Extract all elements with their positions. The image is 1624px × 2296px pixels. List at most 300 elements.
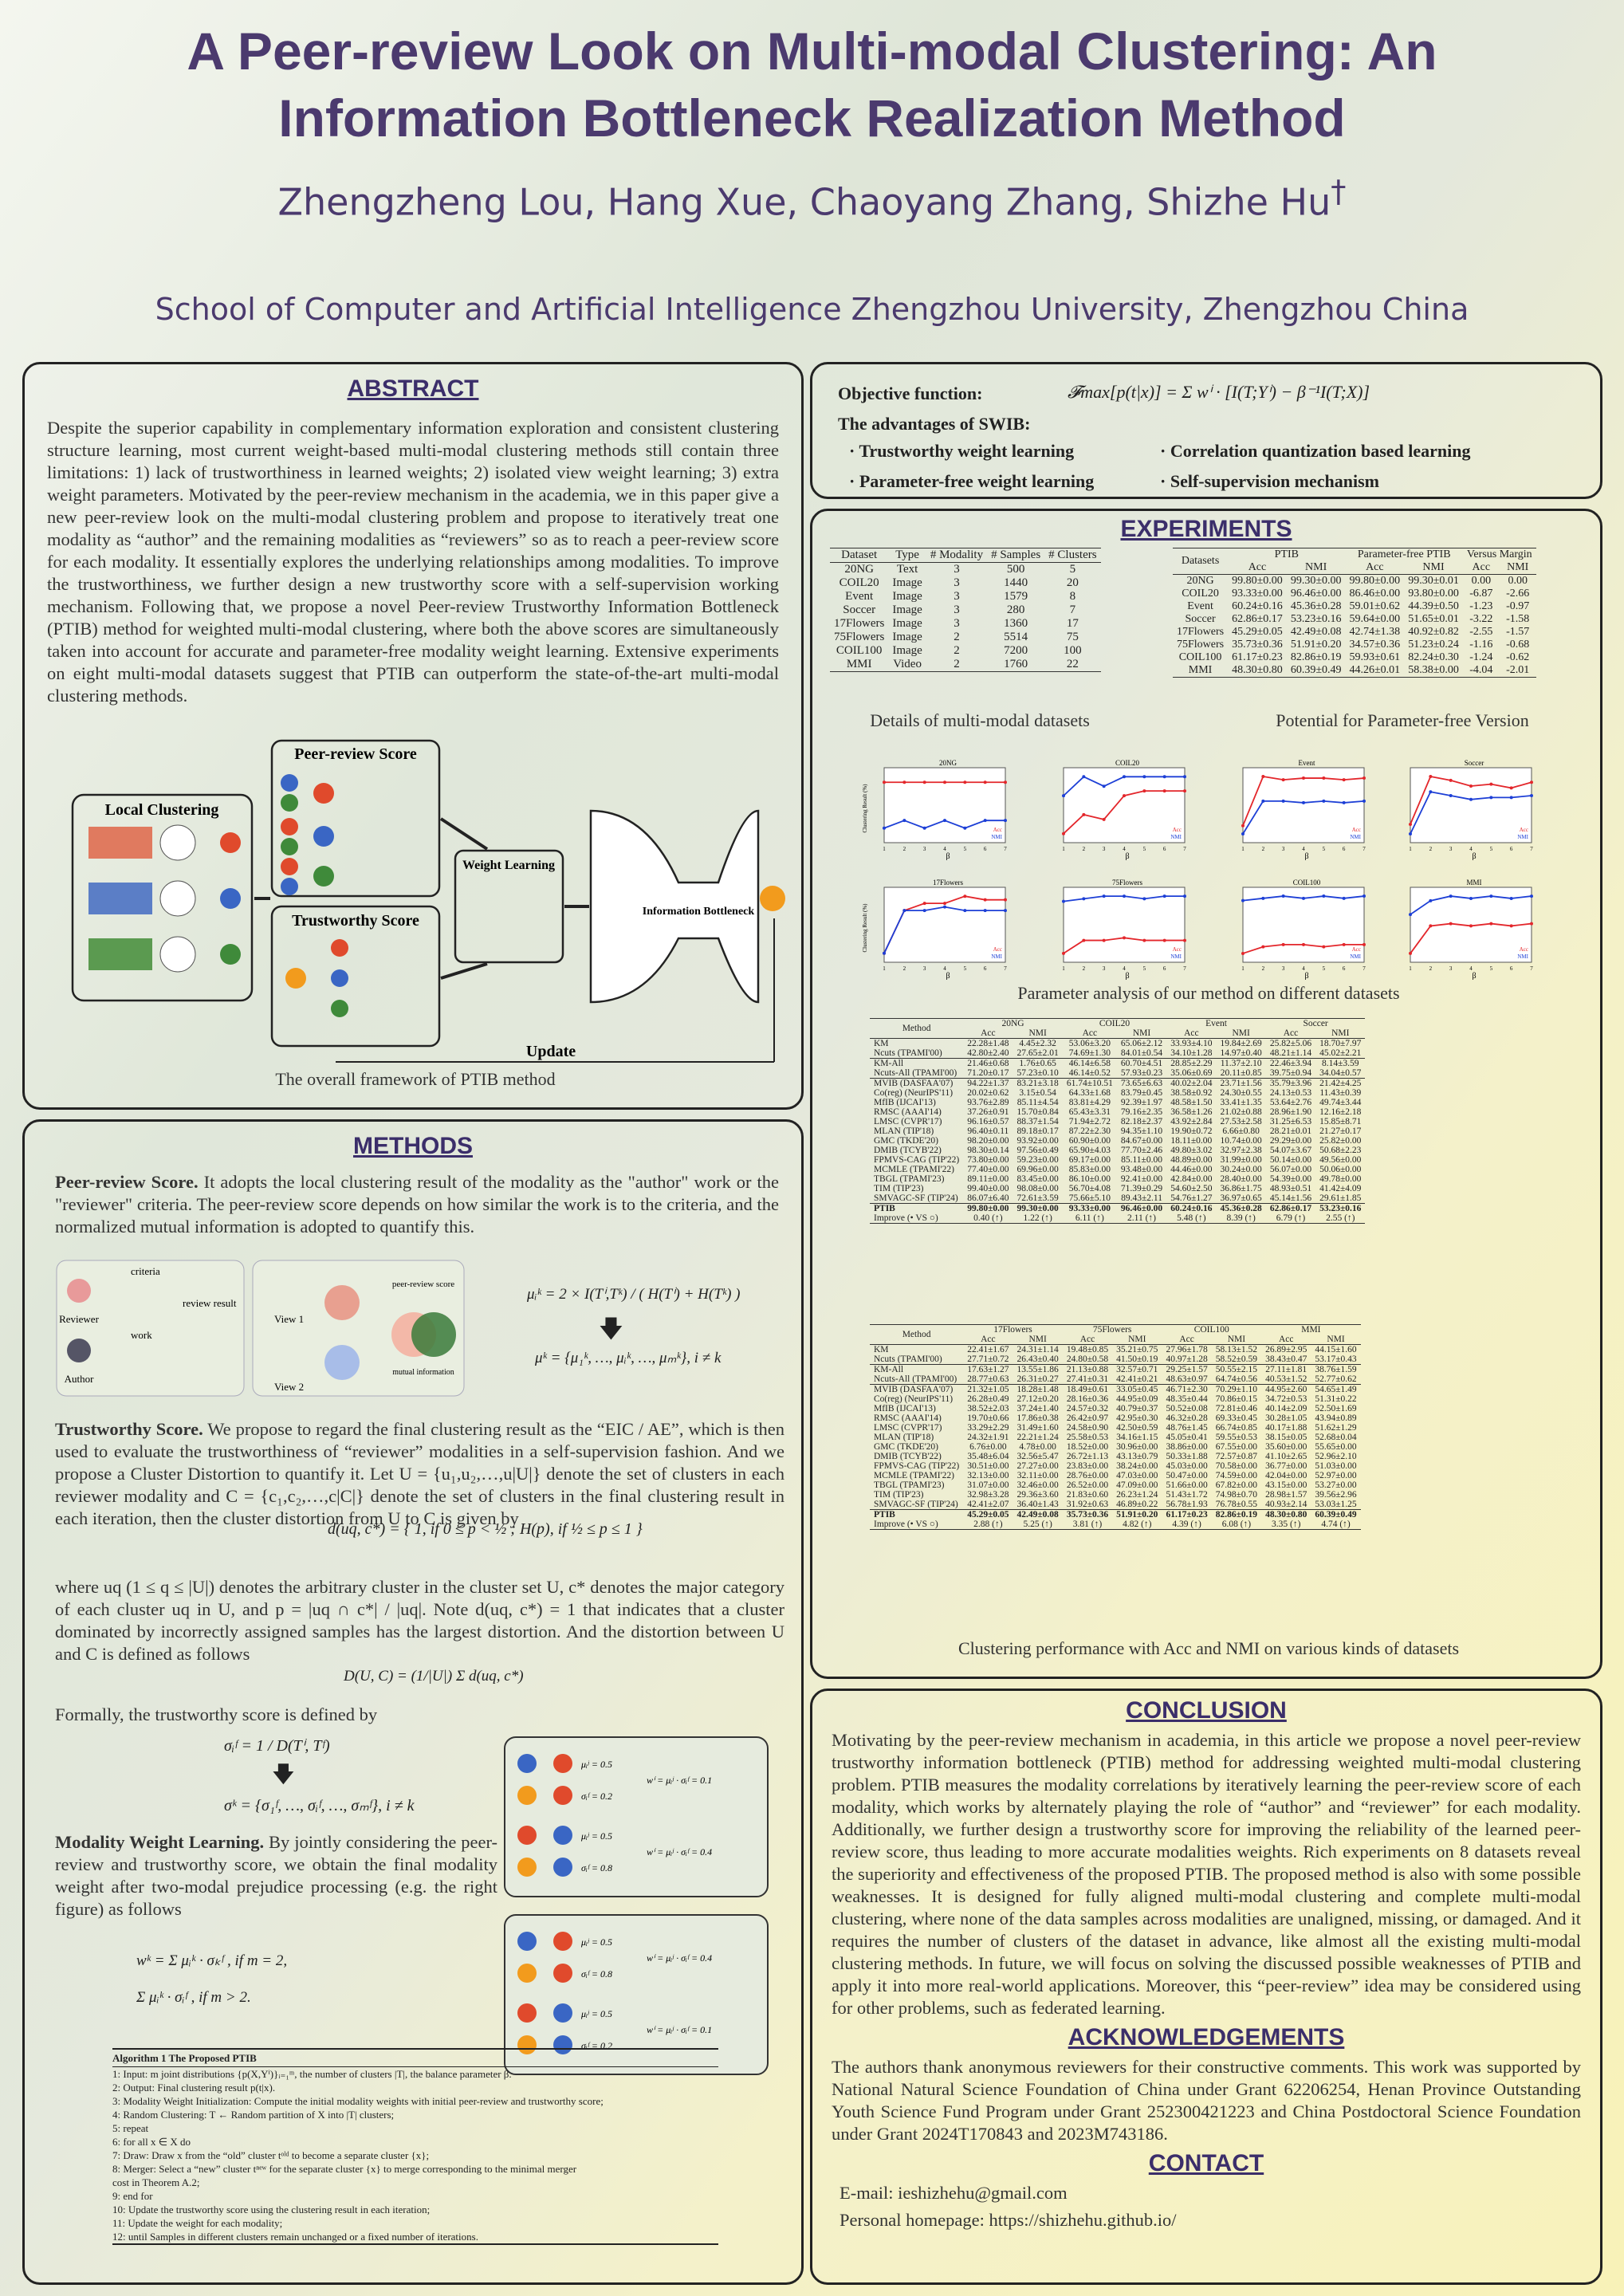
algorithm-line: 12: until Samples in different clusters remain unchanged or a fixed number of iterations. bbox=[112, 2231, 478, 2243]
table-header-cell: NMI bbox=[1507, 561, 1529, 573]
table-cell: MCMLE (TPAMI'22) bbox=[874, 1165, 955, 1174]
table-cell: 59.01±0.62 bbox=[1349, 600, 1401, 612]
table-cell: 35.21±0.75 bbox=[1116, 1345, 1158, 1354]
table-cell: 39.56±2.96 bbox=[1315, 1490, 1357, 1500]
criteria-label: criteria bbox=[131, 1265, 160, 1277]
data-point-acc bbox=[1062, 952, 1065, 955]
legend-acc: Acc bbox=[1519, 827, 1528, 833]
data-point-nmi bbox=[1343, 897, 1346, 900]
table-cell: 87.22±2.30 bbox=[1068, 1126, 1111, 1136]
table-cell: 38.52±2.03 bbox=[967, 1404, 1009, 1413]
table-cell: 28.21±0.01 bbox=[1269, 1126, 1312, 1136]
table-cell: 70.58±0.00 bbox=[1215, 1461, 1258, 1471]
data-point-acc bbox=[984, 898, 987, 902]
table-cell: 28.96±1.90 bbox=[1269, 1107, 1312, 1117]
table-cell: Video bbox=[893, 658, 922, 670]
table-row bbox=[1173, 651, 1536, 664]
table-header-row bbox=[870, 1325, 1361, 1335]
table-cell: 27.65±2.01 bbox=[1016, 1048, 1059, 1058]
table-row bbox=[870, 1461, 1361, 1471]
table-header-cell: NMI bbox=[1128, 1335, 1146, 1344]
table-cell: GMC (TKDE'20) bbox=[874, 1442, 938, 1452]
table-cell: 21.32±1.05 bbox=[967, 1385, 1009, 1394]
table-cell: 50.33±1.88 bbox=[1166, 1452, 1208, 1461]
table-cell: 17.63±1.27 bbox=[967, 1365, 1009, 1374]
table-header-cell: Acc bbox=[1278, 1335, 1294, 1344]
x-tick-label: 3 bbox=[1281, 846, 1285, 852]
table-cell: 39.75±0.94 bbox=[1269, 1068, 1312, 1078]
data-point-nmi bbox=[902, 909, 906, 912]
table-row bbox=[870, 1385, 1361, 1395]
table-cell: 26.42±0.97 bbox=[1066, 1413, 1109, 1423]
table-cell: 18.28±1.48 bbox=[1016, 1385, 1059, 1394]
table-cell: Improve (• VS ○) bbox=[874, 1520, 938, 1529]
table-cell: 26.31±0.27 bbox=[1016, 1374, 1059, 1384]
table-cell: 32.97±2.38 bbox=[1220, 1146, 1262, 1155]
data-point-acc bbox=[1082, 939, 1085, 942]
table-cell: 60.24±0.16 bbox=[1232, 600, 1283, 612]
table-cell: TIM (TIP'23) bbox=[874, 1184, 924, 1193]
table-cell: 24.30±0.55 bbox=[1220, 1088, 1262, 1098]
data-point-nmi bbox=[1409, 913, 1412, 916]
parameter-caption: Parameter analysis of our method on different datasets bbox=[1017, 983, 1400, 1003]
box-label-5: σᵢᶠ = 0.8 bbox=[581, 1862, 612, 1873]
table-row bbox=[870, 1039, 1365, 1049]
table-cell: 53.03±1.25 bbox=[1315, 1500, 1357, 1509]
table-cell: 48.30±0.80 bbox=[1265, 1510, 1307, 1520]
table-cell: 3 bbox=[954, 576, 960, 589]
algorithm-line: cost in Theorem A.2; bbox=[112, 2176, 200, 2188]
table-cell: 3 bbox=[954, 603, 960, 616]
table-cell: 99.80±0.00 bbox=[1232, 575, 1283, 587]
data-point-acc bbox=[1082, 813, 1085, 816]
y-axis-label: Clustering Result (%) bbox=[862, 903, 868, 953]
data-point-nmi bbox=[1082, 775, 1085, 778]
view-2-label: View 2 bbox=[274, 1381, 305, 1393]
table-row bbox=[870, 1098, 1365, 1107]
table-cell: 94.22±1.37 bbox=[967, 1079, 1009, 1088]
table-header-cell: NMI bbox=[1028, 1335, 1047, 1344]
table-cell: 20.11±0.85 bbox=[1220, 1068, 1262, 1078]
ack-text: The authors thank anonymous reviewers for their constructive comments. This work was supported by National Natural Science Foundation of China under Grant 62206254, Henan Province Outstanding Youth Science Fund Program under Grant 252300421223 and China Postdoctoral Science Foundation under Grant 2024T170843 and 2023M743186. bbox=[832, 2057, 1581, 2144]
legend-nmi: NMI bbox=[1170, 953, 1182, 960]
x-tick-label: 4 bbox=[943, 965, 946, 972]
plot-area bbox=[1410, 768, 1532, 843]
table-cell: 47.09±0.00 bbox=[1116, 1480, 1158, 1490]
data-point-acc bbox=[1429, 924, 1432, 927]
table-cell: 100 bbox=[1064, 644, 1082, 657]
conclusion-panel bbox=[810, 1689, 1602, 2285]
box-label-2: σᵢᶠ = 0.2 bbox=[581, 1791, 612, 1802]
author-list: Zhengzheng Lou, Hang Xue, Chaoyang Zhang, Shizhe Hu bbox=[277, 180, 1331, 224]
table-cell: 25.82±5.06 bbox=[1269, 1039, 1312, 1048]
legend-nmi: NMI bbox=[991, 834, 1002, 840]
table-row bbox=[870, 1107, 1365, 1117]
table-cell: 86.07±6.40 bbox=[967, 1193, 1009, 1203]
table-cell: 69.33±0.45 bbox=[1215, 1413, 1258, 1423]
table-cell: 8 bbox=[1069, 590, 1076, 603]
table-cell: 35.79±3.96 bbox=[1269, 1079, 1312, 1088]
x-tick-label: 1 bbox=[1241, 965, 1245, 972]
table-header-cell: # Modality bbox=[930, 548, 984, 561]
table-header-cell: # Samples bbox=[991, 548, 1041, 561]
table-cell: 52.77±0.62 bbox=[1315, 1374, 1357, 1384]
chart-title: COIL100 bbox=[1292, 879, 1321, 887]
table-cell: 52.97±0.00 bbox=[1315, 1471, 1357, 1480]
table-cell: 500 bbox=[1006, 563, 1025, 576]
table-cell: 4.78±0.00 bbox=[1019, 1442, 1056, 1452]
table-cell: -0.97 bbox=[1506, 600, 1530, 612]
table-cell: 98.08±0.00 bbox=[1016, 1184, 1059, 1193]
table-cell: 50.55±2.15 bbox=[1215, 1365, 1258, 1374]
data-point-nmi bbox=[1429, 790, 1432, 793]
table-cell: 48.89±0.00 bbox=[1170, 1155, 1213, 1165]
table-cell: 56.07±0.00 bbox=[1269, 1165, 1312, 1174]
table-cell: 65.43±3.31 bbox=[1068, 1107, 1111, 1117]
table-cell: 3.15±0.54 bbox=[1019, 1088, 1056, 1098]
x-tick-label: 3 bbox=[922, 846, 926, 852]
data-point-nmi bbox=[984, 909, 987, 912]
table-row bbox=[830, 563, 1101, 577]
poster-title bbox=[0, 18, 1624, 151]
table-cell: 11.37±2.10 bbox=[1220, 1059, 1262, 1068]
table-row-ptib bbox=[870, 1510, 1361, 1520]
table-cell: 99.30±0.00 bbox=[1290, 575, 1342, 587]
title-line-2: Information Bottleneck Realization Method bbox=[278, 88, 1346, 147]
table-cell: 24.80±0.58 bbox=[1066, 1354, 1109, 1364]
table-cell: 93.48±0.00 bbox=[1120, 1165, 1163, 1174]
x-axis-label: β bbox=[1304, 852, 1309, 860]
table-cell: 62.86±0.17 bbox=[1269, 1204, 1312, 1213]
table-cell: 64.33±1.68 bbox=[1068, 1088, 1111, 1098]
table-header-cell: Method bbox=[902, 1330, 931, 1339]
table-cell: 4.74 (↑) bbox=[1321, 1520, 1351, 1529]
table-cell: 32.57±0.71 bbox=[1116, 1365, 1158, 1374]
table-cell: 49.74±3.44 bbox=[1319, 1098, 1362, 1107]
table-cell: 71.20±0.17 bbox=[967, 1068, 1009, 1078]
table-cell: 99.80±0.00 bbox=[1349, 575, 1401, 587]
table-cell: 45.36±0.28 bbox=[1290, 600, 1342, 612]
table-cell: 1579 bbox=[1004, 590, 1028, 603]
table-cell: 30.24±0.00 bbox=[1220, 1165, 1262, 1174]
table-header-row bbox=[870, 1019, 1365, 1029]
table-cell: 56.78±1.93 bbox=[1166, 1500, 1208, 1509]
table-row bbox=[870, 1433, 1361, 1442]
table-cell: 45.14±1.56 bbox=[1269, 1193, 1312, 1203]
algorithm-line: 9: end for bbox=[112, 2190, 153, 2202]
table-header-cell: NMI bbox=[1305, 561, 1327, 573]
table-cell: 54.07±3.67 bbox=[1269, 1146, 1312, 1155]
table-row bbox=[870, 1423, 1361, 1433]
modality-1-glyphs bbox=[88, 825, 241, 860]
table-cell: 32.46±0.00 bbox=[1016, 1480, 1059, 1490]
table-cell: 53.23±0.16 bbox=[1319, 1204, 1362, 1213]
peer-review-nodes bbox=[281, 774, 334, 895]
table-cell: 15.85±8.71 bbox=[1319, 1117, 1362, 1126]
table-row bbox=[870, 1117, 1365, 1126]
table-cell: 17 bbox=[1066, 617, 1079, 630]
table-cell: 25.58±0.53 bbox=[1066, 1433, 1109, 1442]
data-point-nmi bbox=[1004, 819, 1007, 822]
table-cell: 57.23±0.10 bbox=[1016, 1068, 1059, 1078]
data-point-nmi bbox=[1261, 800, 1264, 803]
x-axis-label: β bbox=[946, 972, 950, 980]
legend-acc: Acc bbox=[1172, 946, 1182, 953]
box-label-6: wⁱ = μᵢʲ · σᵢᶠ = 0.4 bbox=[647, 1846, 713, 1858]
data-point-acc bbox=[1302, 943, 1305, 946]
table-cell: 25.82±0.00 bbox=[1319, 1136, 1362, 1146]
table-cell: -2.01 bbox=[1506, 664, 1530, 676]
table-cell: 33.41±1.35 bbox=[1220, 1098, 1262, 1107]
final-cluster-node bbox=[760, 886, 785, 911]
data-point-acc bbox=[902, 780, 906, 784]
table-cell: Soccer bbox=[1185, 613, 1216, 625]
data-point-nmi bbox=[1343, 801, 1346, 804]
data-point-nmi bbox=[943, 906, 946, 909]
chart-title: Soccer bbox=[1464, 759, 1484, 767]
data-point-acc bbox=[1510, 786, 1513, 789]
x-tick-label: 3 bbox=[1102, 846, 1106, 852]
table-cell: COIL20 bbox=[1182, 588, 1219, 600]
data-point-acc bbox=[1322, 946, 1325, 949]
abstract-panel bbox=[22, 362, 804, 1110]
table-header-cell: Acc bbox=[1248, 561, 1267, 573]
advantage-4: · Self-supervision mechanism bbox=[1160, 471, 1380, 491]
table-cell: 15.70±0.84 bbox=[1016, 1107, 1059, 1117]
table-cell: 73.65±6.63 bbox=[1120, 1079, 1163, 1088]
peer-formula: μᵢᵏ = 2 × I(Tⁱ,Tᵏ) / ( H(Tⁱ) + H(Tᵏ) ) bbox=[527, 1286, 741, 1303]
table-cell: 44.95±0.09 bbox=[1116, 1394, 1158, 1404]
table-cell: 0.00 bbox=[1471, 575, 1492, 587]
x-tick-label: 4 bbox=[1302, 965, 1305, 972]
ack-heading: ACKNOWLEDGEMENTS bbox=[1068, 2024, 1345, 2050]
table-cell: 32.56±5.47 bbox=[1016, 1452, 1059, 1461]
table-cell: 27.27±0.00 bbox=[1016, 1461, 1059, 1471]
table-cell: 74.69±1.30 bbox=[1068, 1048, 1111, 1058]
table-cell: 42.95±0.30 bbox=[1116, 1413, 1158, 1423]
x-tick-label: 5 bbox=[963, 846, 967, 852]
table-cell: 36.86±1.75 bbox=[1220, 1184, 1262, 1193]
x-axis-label: β bbox=[1125, 852, 1130, 860]
table-cell: -4.04 bbox=[1469, 664, 1493, 676]
table-cell: TIM (TIP'23) bbox=[874, 1490, 924, 1500]
table-cell: 69.17±0.00 bbox=[1068, 1155, 1111, 1165]
table-cell: 58.52±0.59 bbox=[1215, 1354, 1258, 1364]
data-point-nmi bbox=[923, 827, 926, 830]
param-chart-coil100 bbox=[1219, 876, 1370, 980]
table-header-cell: Soccer bbox=[1303, 1019, 1328, 1028]
table-row bbox=[830, 658, 1101, 672]
table-cell: 19.90±0.72 bbox=[1170, 1126, 1213, 1136]
data-point-acc bbox=[1123, 936, 1126, 939]
legend-acc: Acc bbox=[993, 827, 1002, 833]
table-cell: -0.68 bbox=[1506, 639, 1530, 651]
table-cell: 84.01±0.54 bbox=[1120, 1048, 1163, 1058]
table-cell: MMI bbox=[846, 658, 872, 670]
table-row bbox=[870, 1193, 1365, 1204]
table-cell: 93.92±0.00 bbox=[1016, 1136, 1059, 1146]
table-cell: 46.71±2.30 bbox=[1166, 1385, 1208, 1394]
data-point-nmi bbox=[1282, 894, 1285, 898]
table-cell: 42.84±0.00 bbox=[1170, 1174, 1213, 1184]
methods-heading: METHODS bbox=[353, 1133, 473, 1159]
data-point-nmi bbox=[963, 909, 966, 912]
table-header-cell: COIL100 bbox=[1193, 1325, 1229, 1335]
table-cell: 77.40±0.00 bbox=[967, 1165, 1009, 1174]
table-cell: 1440 bbox=[1004, 576, 1028, 589]
table-cell: 99.30±0.00 bbox=[1016, 1204, 1059, 1213]
table-row bbox=[1173, 588, 1536, 600]
reviewer-icon bbox=[67, 1279, 91, 1303]
where-paragraph: where uq (1 ≤ q ≤ |U|) denotes the arbitrary cluster in the cluster set U, c* denotes the major category of each cluster uq in U, and p = |uq ∩ c*| / |uq|. Note d(uq, c*) = 1 that indicates that a cluster dominated by incorrectly assigned samples has the largest distortion. And the distortion between U and C is defined as follows bbox=[55, 1577, 784, 1664]
table-cell: 48.30±0.80 bbox=[1232, 664, 1283, 676]
data-point-acc bbox=[883, 780, 886, 784]
data-point-nmi bbox=[1241, 832, 1245, 835]
table-cell: 71.39±0.29 bbox=[1120, 1184, 1163, 1193]
table-cell: 23.83±0.00 bbox=[1066, 1461, 1109, 1471]
framework-figure bbox=[41, 739, 790, 1090]
table-cell: SMVAGC-SF (TIP'24) bbox=[874, 1500, 958, 1509]
table-header-cell: Type bbox=[895, 548, 919, 561]
table-cell: 43.94±0.89 bbox=[1315, 1413, 1357, 1423]
table-cell: 31.92±0.63 bbox=[1066, 1500, 1109, 1509]
data-point-acc bbox=[1261, 946, 1264, 949]
data-point-acc bbox=[1103, 818, 1106, 821]
data-point-nmi bbox=[1103, 894, 1106, 898]
table-cell: 60.90±0.00 bbox=[1068, 1136, 1111, 1146]
table-row bbox=[870, 1354, 1361, 1365]
peer-review-paragraph bbox=[55, 1171, 779, 1238]
trustworthy-paragraph bbox=[55, 1418, 784, 1530]
table-cell: 72.81±0.46 bbox=[1215, 1404, 1258, 1413]
view-1-cluster bbox=[324, 1285, 360, 1320]
table-cell: 34.72±0.53 bbox=[1265, 1394, 1307, 1404]
x-tick-label: 2 bbox=[1429, 965, 1433, 972]
x-tick-label: 7 bbox=[1363, 965, 1366, 972]
x-tick-label: 1 bbox=[883, 965, 886, 972]
table-cell: 7200 bbox=[1004, 644, 1028, 657]
table-cell: 8.39 (↑) bbox=[1226, 1213, 1256, 1223]
table-subheader-row bbox=[1173, 561, 1536, 575]
table-cell: 18.52±0.00 bbox=[1066, 1442, 1109, 1452]
contact-email[interactable]: E-mail: ieshizhehu@gmail.com bbox=[840, 2183, 1068, 2203]
table-cell: 51.65±0.01 bbox=[1408, 613, 1459, 625]
legend-nmi: NMI bbox=[1517, 953, 1528, 960]
table-cell: 34.57±0.36 bbox=[1349, 639, 1401, 651]
data-point-nmi bbox=[1082, 897, 1085, 900]
table-cell: 96.46±0.00 bbox=[1290, 588, 1342, 600]
contact-homepage[interactable]: Personal homepage: https://shizhehu.github.io/ bbox=[840, 2210, 1177, 2230]
data-point-nmi bbox=[1123, 894, 1126, 898]
table-cell: 82.86±0.19 bbox=[1215, 1510, 1258, 1520]
table-row-improve bbox=[870, 1520, 1361, 1530]
table-cell: 51.43±1.72 bbox=[1166, 1490, 1208, 1500]
distortion-formula: d(uq, c*) = { 1, if 0 ≤ p < ½ ; H(p), if ½ ≤ p ≤ 1 } bbox=[328, 1520, 643, 1538]
data-point-acc bbox=[943, 780, 946, 784]
table-cell: 64.74±0.56 bbox=[1215, 1374, 1258, 1384]
table-cell: MLAN (TIP'18) bbox=[874, 1433, 934, 1442]
data-point-acc bbox=[984, 780, 987, 784]
table-cell: 83.79±0.45 bbox=[1120, 1088, 1163, 1098]
table-cell: 20NG bbox=[1186, 575, 1214, 587]
table-cell: Image bbox=[892, 576, 922, 589]
table-cell: 43.15±0.00 bbox=[1265, 1480, 1307, 1490]
advantage-3: · Parameter-free weight learning bbox=[849, 471, 1095, 491]
table-row bbox=[1173, 600, 1536, 613]
data-point-acc bbox=[1489, 922, 1492, 926]
table-row bbox=[870, 1374, 1361, 1385]
param-chart-event bbox=[1219, 757, 1370, 860]
table-cell: 74.59±0.00 bbox=[1215, 1471, 1258, 1480]
data-point-nmi bbox=[1163, 775, 1166, 778]
x-tick-label: 5 bbox=[1322, 965, 1326, 972]
x-tick-label: 5 bbox=[1142, 846, 1146, 852]
data-point-nmi bbox=[883, 952, 886, 955]
table-cell: 93.33±0.00 bbox=[1068, 1204, 1111, 1213]
objective-panel bbox=[810, 362, 1602, 499]
advantage-1: · Trustworthy weight learning bbox=[849, 441, 1075, 461]
table-cell: 18.11±0.00 bbox=[1170, 1136, 1213, 1146]
table-cell: -1.57 bbox=[1506, 626, 1530, 638]
box-label-3: wⁱ = μᵢʲ · σᵢᶠ = 0.1 bbox=[647, 1775, 713, 1786]
x-tick-label: 6 bbox=[1509, 965, 1513, 972]
table-cell: 27.53±2.58 bbox=[1220, 1117, 1262, 1126]
mutual-info-label: mutual information bbox=[392, 1368, 454, 1377]
x-tick-label: 3 bbox=[1102, 965, 1106, 972]
table-cell: 35.73±0.36 bbox=[1232, 639, 1283, 651]
x-tick-label: 6 bbox=[1162, 846, 1166, 852]
table-row bbox=[830, 617, 1101, 631]
data-point-acc bbox=[1183, 939, 1186, 942]
table-cell: MfIB (IJCAI'13) bbox=[874, 1098, 936, 1107]
table-cell: 1.76±0.65 bbox=[1019, 1059, 1056, 1068]
table-cell: DMIB (TCYB'22) bbox=[874, 1146, 942, 1155]
data-point-acc bbox=[1363, 943, 1366, 946]
table-cell: 49.78±0.00 bbox=[1319, 1174, 1362, 1184]
table-cell: 86.46±0.00 bbox=[1349, 588, 1401, 600]
parameter-free-table bbox=[1173, 548, 1536, 678]
x-tick-label: 5 bbox=[963, 965, 967, 972]
table-cell: 21.42±4.25 bbox=[1319, 1079, 1362, 1088]
data-point-nmi bbox=[1123, 775, 1126, 778]
table-cell: SMVAGC-SF (TIP'24) bbox=[874, 1193, 958, 1203]
work-label: work bbox=[131, 1329, 152, 1341]
affiliation: School of Computer and Artificial Intelligence Zhengzhou University, Zhengzhou China bbox=[155, 292, 1469, 327]
legend-nmi: NMI bbox=[1517, 834, 1528, 840]
data-point-acc bbox=[1449, 922, 1453, 926]
table-cell: 3.35 (↑) bbox=[1272, 1520, 1301, 1529]
table-cell: 58.13±1.52 bbox=[1215, 1345, 1258, 1354]
table-cell: 48.63±0.97 bbox=[1166, 1374, 1208, 1384]
legend-nmi: NMI bbox=[1350, 953, 1361, 960]
table-cell: 82.18±2.37 bbox=[1120, 1117, 1163, 1126]
data-point-acc bbox=[1409, 823, 1412, 826]
local-clustering-label: Local Clustering bbox=[104, 801, 219, 819]
x-tick-label: 2 bbox=[1261, 965, 1265, 972]
table-cell: 24.13±0.53 bbox=[1269, 1088, 1312, 1098]
table-cell: 53.06±3.20 bbox=[1068, 1039, 1111, 1048]
table-cell: 27.96±1.78 bbox=[1166, 1345, 1208, 1354]
table-cell: Event bbox=[1187, 600, 1213, 612]
table-header-cell: NMI bbox=[1028, 1028, 1047, 1038]
data-point-nmi bbox=[1449, 894, 1453, 898]
table-header-cell: Versus Margin bbox=[1466, 548, 1532, 560]
data-point-nmi bbox=[1062, 900, 1065, 903]
box-label-4: μᵢʲ = 0.5 bbox=[581, 1830, 612, 1842]
table-row bbox=[870, 1068, 1365, 1079]
abstract-heading: ABSTRACT bbox=[347, 375, 479, 402]
table-cell: 35.06±0.69 bbox=[1170, 1068, 1213, 1078]
